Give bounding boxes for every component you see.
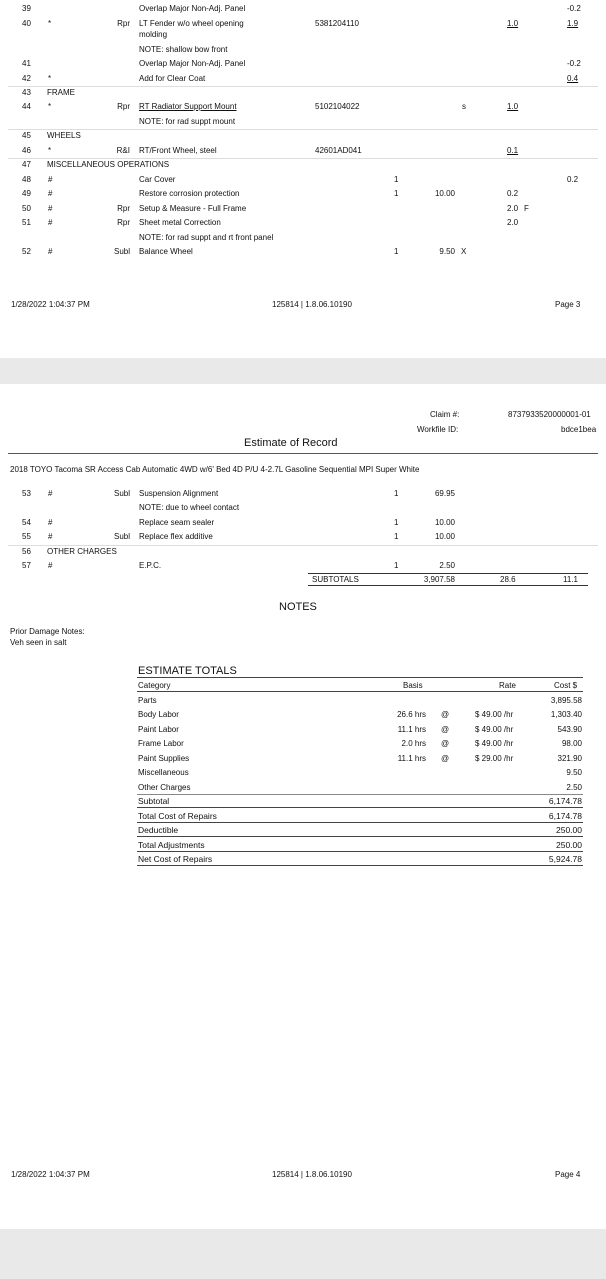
title-divider (8, 453, 598, 454)
subtotals-labor: 28.6 (500, 575, 516, 584)
line-description: NOTE: for rad suppt mount (139, 117, 236, 126)
line-number: 53 (22, 489, 31, 498)
line-flag: * (48, 146, 52, 155)
page3-footer-version: 125814 | 1.8.06.10190 (272, 300, 352, 309)
line-flag: # (48, 189, 53, 198)
totals-rate: $ 49.00 /hr (475, 739, 514, 748)
line-number: 40 (22, 19, 31, 28)
totals-category: Subtotal (138, 796, 170, 806)
line-number: 56 (22, 547, 31, 556)
line-description: NOTE: shallow bow front (139, 45, 228, 54)
totals-cost: 1,303.40 (550, 710, 582, 719)
vehicle-description: 2018 TOYO Tacoma SR Access Cab Automatic 4WD w/6' Bed 4D P/U 4-2.7L Gasoline Sequential MPI Super White (10, 465, 420, 474)
labor-hours: 2.0 (507, 218, 519, 227)
line-description: Setup & Measure - Full Frame (139, 204, 247, 213)
line-number: 54 (22, 518, 31, 527)
line-number: 52 (22, 247, 31, 256)
operation-code: Rpr (117, 102, 130, 111)
line-number: 44 (22, 102, 31, 111)
line-flag: # (48, 247, 53, 256)
operation-code: Rpr (117, 19, 130, 28)
part-number: 5102104022 (315, 102, 360, 111)
quantity: 1 (394, 189, 399, 198)
extended-price: 10.00 (434, 189, 455, 198)
line-number: 39 (22, 4, 31, 13)
totals-rate: $ 49.00 /hr (475, 710, 514, 719)
line-flag: # (48, 518, 53, 527)
line-description: RT/Front Wheel, steel (139, 146, 217, 155)
line-description: E.P.C. (139, 561, 162, 570)
claim-number: 8737933520000001-01 (508, 410, 591, 419)
line-number: 41 (22, 59, 31, 68)
totals-cost: 250.00 (556, 840, 582, 850)
totals-category: Deductible (138, 825, 179, 835)
totals-cost: 6,174.78 (548, 811, 582, 821)
subtotals-rule-top (308, 573, 588, 574)
part-number: 42601AD041 (315, 146, 362, 155)
workfile-id: bdce1bea (561, 425, 597, 434)
paint-hours: -0.2 (567, 4, 581, 13)
totals-rate: $ 29.00 /hr (475, 754, 514, 763)
totals-cost: 321.90 (557, 754, 582, 763)
line-number: 51 (22, 218, 31, 227)
line-description: RT Radiator Support Mount (139, 102, 237, 111)
extended-price: 9.50 (439, 247, 455, 256)
line-description: Replace flex additive (139, 532, 213, 541)
totals-row-rule (137, 822, 583, 823)
labor-hours: 1.0 (507, 19, 519, 28)
quantity: 1 (394, 247, 399, 256)
labor-hours: 0.2 (507, 189, 519, 198)
totals-cost: 5,924.78 (548, 854, 582, 864)
line-description: Balance Wheel (139, 247, 193, 256)
subtotals-rule-bottom (308, 585, 588, 586)
labor-hours: 0.1 (507, 146, 519, 155)
line-description: Overlap Major Non-Adj. Panel (139, 4, 246, 13)
totals-cost: 3,895.58 (550, 696, 582, 705)
estimate-title: Estimate of Record (244, 437, 338, 449)
prior-damage-text: Veh seen in salt (10, 638, 67, 647)
line-flag: # (48, 532, 53, 541)
line-number: 43 (22, 88, 31, 97)
totals-cost: 2.50 (566, 783, 582, 792)
line-flag: * (48, 19, 52, 28)
section-heading: WHEELS (47, 131, 81, 140)
section-divider (8, 158, 598, 159)
totals-category: Miscellaneous (138, 768, 189, 777)
paint-hours: 1.9 (567, 19, 579, 28)
section-divider (8, 545, 598, 546)
extended-price: 10.00 (434, 532, 455, 541)
section-heading: MISCELLANEOUS OPERATIONS (47, 160, 170, 169)
totals-basis: 26.6 hrs (397, 710, 426, 719)
labor-hours: 2.0 (507, 204, 519, 213)
extended-price: 2.50 (439, 561, 455, 570)
sublet-flag: s (462, 102, 466, 111)
totals-row-rule (137, 865, 583, 866)
paint-hours: -0.2 (567, 59, 581, 68)
operation-code: Subl (113, 532, 130, 541)
totals-header-bottom-rule (137, 691, 583, 692)
line-flag: # (48, 489, 53, 498)
totals-basis: 11.1 hrs (397, 754, 426, 763)
line-description: Suspension Alignment (139, 489, 219, 498)
labor-flag: F (524, 204, 529, 213)
totals-basis: 11.1 hrs (397, 725, 426, 734)
totals-cost: 9.50 (566, 768, 582, 777)
totals-row-rule (137, 851, 583, 852)
operation-code: Rpr (117, 204, 130, 213)
subtotals-amount: 3,907.58 (423, 575, 455, 584)
section-heading: FRAME (47, 88, 75, 97)
line-number: 49 (22, 189, 31, 198)
operation-code: Subl (113, 247, 130, 256)
line-flag: # (48, 204, 53, 213)
line-number: 47 (22, 160, 31, 169)
totals-category: Other Charges (138, 783, 191, 792)
totals-cost: 6,174.78 (548, 796, 582, 806)
totals-col-cost: Cost $ (554, 681, 578, 690)
subtotals-label: SUBTOTALS (312, 575, 359, 584)
subtotals-paint: 11.1 (563, 575, 578, 584)
line-flag: * (48, 74, 52, 83)
line-flag: # (48, 218, 53, 227)
page4-footer-page-number: Page 4 (555, 1170, 581, 1179)
totals-row-rule (137, 807, 583, 808)
line-description: Restore corrosion protection (139, 189, 240, 198)
section-heading: OTHER CHARGES (47, 547, 117, 556)
line-description: NOTE: for rad suppt and rt front panel (139, 233, 274, 242)
labor-hours: 1.0 (507, 102, 519, 111)
totals-at-sign: @ (441, 739, 450, 748)
totals-category: Paint Supplies (138, 754, 190, 763)
totals-rate: $ 49.00 /hr (475, 725, 514, 734)
extended-price: 10.00 (434, 518, 455, 527)
totals-category: Total Cost of Repairs (138, 811, 217, 821)
totals-col-category: Category (138, 681, 171, 690)
line-number: 48 (22, 175, 31, 184)
section-divider (8, 86, 598, 87)
totals-category: Total Adjustments (138, 840, 205, 850)
line-flag: # (48, 175, 53, 184)
totals-at-sign: @ (441, 754, 450, 763)
totals-category: Parts (138, 696, 157, 705)
page4-footer-version: 125814 | 1.8.06.10190 (272, 1170, 352, 1179)
totals-category: Net Cost of Repairs (138, 854, 213, 864)
page3-footer-page-number: Page 3 (555, 300, 581, 309)
totals-row-rule (137, 836, 583, 837)
quantity: 1 (394, 518, 399, 527)
estimate-page-3 (0, 0, 606, 358)
totals-at-sign: @ (441, 725, 450, 734)
quantity: 1 (394, 532, 399, 541)
totals-category: Body Labor (138, 710, 179, 719)
totals-category: Frame Labor (138, 739, 184, 748)
line-description: NOTE: due to wheel contact (139, 503, 240, 512)
totals-col-basis: Basis (403, 681, 423, 690)
operation-code: R&I (116, 146, 130, 155)
totals-at-sign: @ (441, 710, 450, 719)
estimate-totals-title: ESTIMATE TOTALS (138, 665, 237, 677)
prior-damage-label: Prior Damage Notes: (10, 627, 85, 636)
line-description: molding (139, 30, 168, 39)
line-description: LT Fender w/o wheel opening (139, 19, 244, 28)
line-description: Car Cover (139, 175, 176, 184)
quantity: 1 (394, 175, 399, 184)
totals-category: Paint Labor (138, 725, 179, 734)
totals-row-rule (137, 794, 583, 795)
totals-header-rule (137, 677, 583, 678)
line-number: 46 (22, 146, 31, 155)
totals-cost: 98.00 (561, 739, 582, 748)
line-number: 45 (22, 131, 31, 140)
operation-code: Rpr (117, 218, 130, 227)
workfile-label: Workfile ID: (417, 425, 459, 434)
line-description: Overlap Major Non-Adj. Panel (139, 59, 246, 68)
line-flag: * (48, 102, 52, 111)
line-flag: # (48, 561, 53, 570)
totals-col-rate: Rate (499, 681, 516, 690)
estimate-page-4 (0, 384, 606, 1229)
line-description: Replace seam sealer (139, 518, 215, 527)
notes-heading: NOTES (279, 601, 317, 613)
section-divider (8, 129, 598, 130)
page3-footer-datetime: 1/28/2022 1:04:37 PM (11, 300, 90, 309)
paint-hours: 0.2 (567, 175, 579, 184)
paint-hours: 0.4 (567, 74, 579, 83)
line-number: 55 (22, 532, 31, 541)
totals-basis: 2.0 hrs (401, 739, 426, 748)
line-description: Sheet metal Correction (139, 218, 221, 227)
labor-flag: X (461, 247, 467, 256)
quantity: 1 (394, 489, 399, 498)
totals-cost: 250.00 (556, 825, 582, 835)
operation-code: Subl (113, 489, 130, 498)
extended-price: 69.95 (434, 489, 455, 498)
line-number: 50 (22, 204, 31, 213)
line-description: Add for Clear Coat (139, 74, 206, 83)
line-number: 42 (22, 74, 31, 83)
quantity: 1 (394, 561, 399, 570)
totals-cost: 543.90 (557, 725, 582, 734)
part-number: 5381204110 (315, 19, 359, 28)
line-number: 57 (22, 561, 31, 570)
claim-label: Claim #: (430, 410, 460, 419)
page4-footer-datetime: 1/28/2022 1:04:37 PM (11, 1170, 90, 1179)
